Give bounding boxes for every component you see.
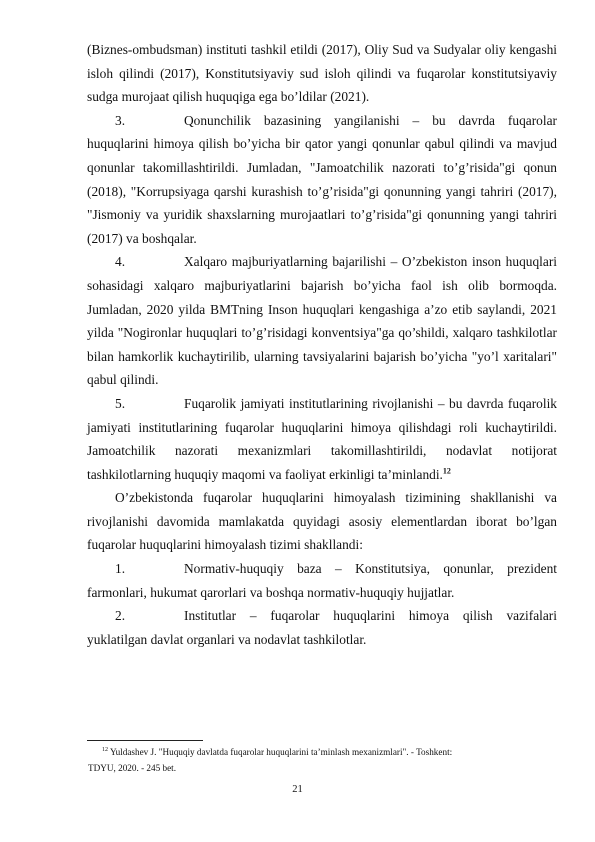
- footnote-number: 12: [102, 746, 108, 753]
- footnote: [88, 744, 542, 776]
- paragraph-text: O’zbekistonda fuqarolar huquqlarini himoyalash tizimining shakllanishi va rivojlanishi davomida mamlakatda quyidagi asosiy elementlardan iborat bo’lgan fuqarolar huquqlarini himoyalash tizimi shakllandi:: [87, 490, 557, 553]
- list-item-4: [87, 250, 557, 392]
- paragraph-text: (Biznes-ombudsman) instituti tashkil etildi (2017), Oliy Sud va Sudyalar oliy kengashi isloh qilindi (2017), Konstitutsiyaviy sud isloh qilindi va fuqarolar konstitutsiyaviy sudga murojaat qilish huquqiga ega bo’ldilar (2021).: [87, 42, 557, 105]
- list-item-text: Fuqarolik jamiyati institutlarining rivojlanishi – bu davrda fuqarolik jamiyati institutlarining fuqarolar huquqlarini himoya qilishdagi roli kuchaytirildi. Jamoatchilik nazorati mexanizmlari takomillashtirildi, nodavlat notijorat tashkilotlarning huquqiy maqomi va faoliyat erkinligi ta’minlandi.: [87, 395, 557, 482]
- paragraph-system: [87, 486, 557, 557]
- list-item-text: Qonunchilik bazasining yangilanishi – bu davrda fuqarolar huquqlarini himoya qilish bo’yicha bir qator yangi qonunlar qabul qilindi va mavjud qonunlar takomillashtirildi. Jumladan, "Jamoatchilik nazorati to’g’risida"gi qonun (2018), "Korrupsiyaga qarshi kurashish to’g’risida"gi qonunning yangi tahriri (2017), "Jismoniy va yuridik shaxslarning murojaatlari to’g’risida"gi qonunning yangi tahriri (2017) va boshqalar.: [87, 112, 557, 246]
- page-number: 21: [292, 784, 303, 795]
- list-number: 4.: [115, 254, 126, 270]
- list-item-5: [87, 392, 557, 486]
- footnote-line: [102, 744, 542, 760]
- footnote-text: Yuldashev J. "Huquqiy davlatda fuqarolar huquqlarini ta’minlash mexanizmlari". - Toshkent:: [109, 747, 453, 757]
- body-text: [87, 38, 557, 651]
- list-number: 1.: [115, 561, 126, 577]
- footnote-divider: [87, 740, 203, 741]
- list-number: 5.: [115, 395, 126, 411]
- footnote-line-continuation: TDYU, 2020. - 245 bet.: [88, 763, 177, 773]
- list-number: 2.: [115, 608, 126, 624]
- footnote-reference[interactable]: 12: [442, 466, 451, 476]
- paragraph-continuation: [87, 38, 557, 109]
- list-item-text: Xalqaro majburiyatlarning bajarilishi – O’zbekiston inson huquqlari sohasidagi xalqaro majburiyatlarini bajarish bo’yicha faol ish olib bormoqda. Jumladan, 2020 yilda BMTning Inson huquqlari kengashiga a’zo etib saylandi, 2021 yilda "Nogironlar huquqlari to’g’risidagi konventsiya"ga qo’shildi, xalqaro tashkilotlar bilan hamkorlik kuchaytirilib, ularning tavsiyalarini bajarish bo’yicha "yo’l xaritalari" qabul qilindi.: [87, 254, 557, 388]
- list-item-text: Institutlar – fuqarolar huquqlarini himoya qilish vazifalari yuklatilgan davlat organlari va nodavlat tashkilotlar.: [87, 608, 557, 647]
- list-item-2: [87, 604, 557, 651]
- list-number: 3.: [115, 112, 126, 128]
- list-item-text: Normativ-huquqiy baza – Konstitutsiya, qonunlar, prezident farmonlari, hukumat qarorlari va boshqa normativ-huquqiy hujjatlar.: [87, 561, 557, 600]
- list-item-3: [87, 109, 557, 251]
- list-item-1: [87, 557, 557, 604]
